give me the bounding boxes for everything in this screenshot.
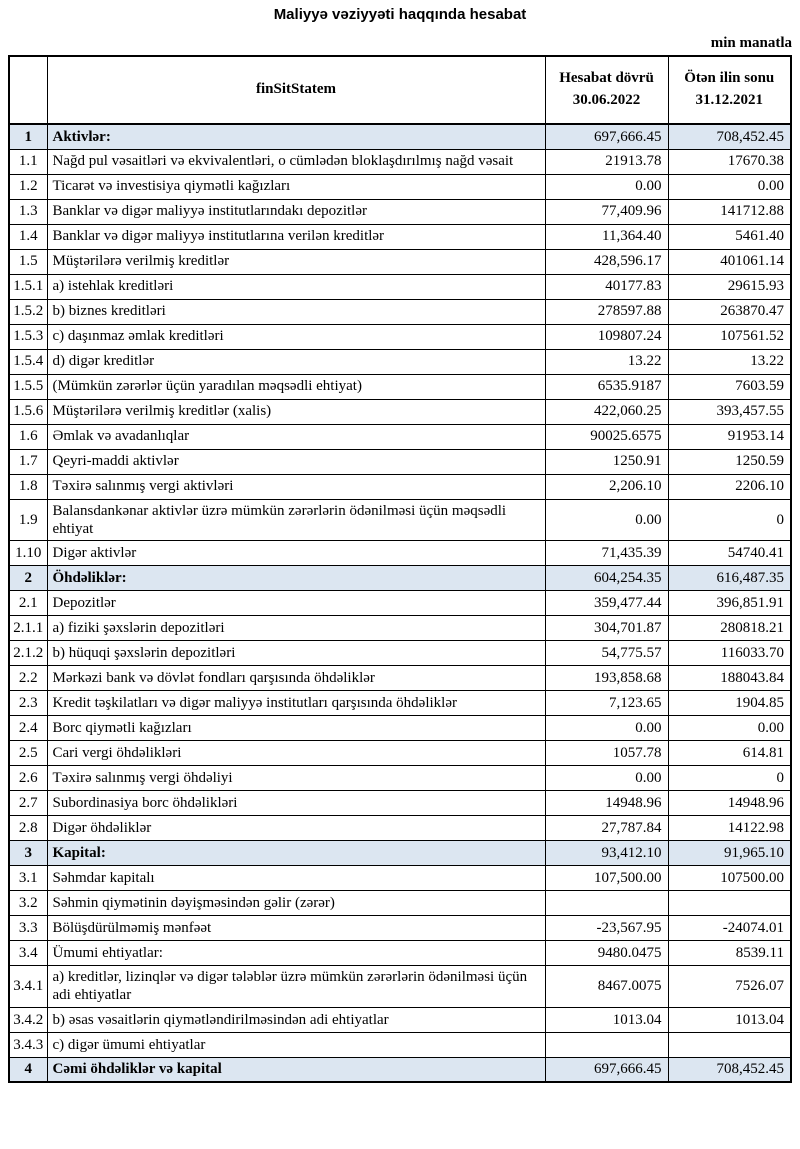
table-row	[9, 474, 791, 499]
previous-period-value-cell: 8539.11	[668, 941, 791, 966]
table-row	[9, 224, 791, 249]
current-period-value-cell: 21913.78	[545, 149, 668, 174]
row-number-cell: 1.5.4	[9, 349, 47, 374]
current-period-value-cell: 13.22	[545, 349, 668, 374]
table-row	[9, 174, 791, 199]
header-current-period	[545, 56, 668, 124]
previous-period-value-cell: 263870.47	[668, 299, 791, 324]
previous-period-value-cell: 0.00	[668, 174, 791, 199]
table-row	[9, 399, 791, 424]
table-row	[9, 891, 791, 916]
row-number-cell: 3.2	[9, 891, 47, 916]
current-period-value-cell: 0.00	[545, 716, 668, 741]
row-label-cell: Səhmdar kapitalı	[47, 866, 545, 891]
table-row	[9, 124, 791, 149]
row-number-cell: 2.1.1	[9, 616, 47, 641]
previous-period-value-cell: 5461.40	[668, 224, 791, 249]
row-number-cell: 3.3	[9, 916, 47, 941]
row-label-cell: Cəmi öhdəliklər və kapital	[47, 1057, 545, 1082]
previous-period-value-cell	[668, 1032, 791, 1057]
table-row	[9, 566, 791, 591]
row-label-cell: Banklar və digər maliyyə institutlarındakı depozitlər	[47, 199, 545, 224]
previous-period-value-cell: 0	[668, 499, 791, 541]
previous-period-value-cell: 91953.14	[668, 424, 791, 449]
row-number-cell: 4	[9, 1057, 47, 1082]
row-number-cell: 1	[9, 124, 47, 149]
table-row	[9, 1032, 791, 1057]
current-period-value-cell: -23,567.95	[545, 916, 668, 941]
row-label-cell: Səhmin qiymətinin dəyişməsindən gəlir (zərər)	[47, 891, 545, 916]
row-label-cell: Balansdankənar aktivlər üzrə mümkün zərərlərin ödənilməsi üçün məqsədli ehtiyat	[47, 499, 545, 541]
row-label-cell: Banklar və digər maliyyə institutlarına verilən kreditlər	[47, 224, 545, 249]
previous-period-value-cell: 0	[668, 766, 791, 791]
previous-period-value-cell: 396,851.91	[668, 591, 791, 616]
previous-period-value-cell: 401061.14	[668, 249, 791, 274]
current-period-value-cell: 697,666.45	[545, 124, 668, 149]
row-label-cell: b) biznes kreditləri	[47, 299, 545, 324]
current-period-value-cell: 278597.88	[545, 299, 668, 324]
current-period-value-cell: 8467.0075	[545, 966, 668, 1008]
table-row	[9, 666, 791, 691]
previous-period-value-cell: 616,487.35	[668, 566, 791, 591]
row-label-cell: Kapital:	[47, 841, 545, 866]
previous-period-value-cell: 29615.93	[668, 274, 791, 299]
row-label-cell: Öhdəliklər:	[47, 566, 545, 591]
current-period-value-cell: 428,596.17	[545, 249, 668, 274]
row-label-cell: a) fiziki şəxslərin depozitləri	[47, 616, 545, 641]
table-header	[9, 56, 791, 124]
current-period-value-cell: 109807.24	[545, 324, 668, 349]
table-row	[9, 716, 791, 741]
previous-period-value-cell: 107561.52	[668, 324, 791, 349]
current-period-value-cell: 7,123.65	[545, 691, 668, 716]
current-period-value-cell: 359,477.44	[545, 591, 668, 616]
current-period-value-cell: 1013.04	[545, 1007, 668, 1032]
row-number-cell: 3	[9, 841, 47, 866]
previous-period-value-cell: 107500.00	[668, 866, 791, 891]
row-label-cell: Cari vergi öhdəlikləri	[47, 741, 545, 766]
table-row	[9, 374, 791, 399]
row-label-cell: Təxirə salınmış vergi aktivləri	[47, 474, 545, 499]
previous-period-value-cell: 54740.41	[668, 541, 791, 566]
previous-period-value-cell: 280818.21	[668, 616, 791, 641]
header-previous-period-label: Ötən ilin sonu	[684, 70, 775, 87]
current-period-value-cell: 71,435.39	[545, 541, 668, 566]
row-number-cell: 2.1	[9, 591, 47, 616]
row-label-cell: Mərkəzi bank və dövlət fondları qarşısında öhdəliklər	[47, 666, 545, 691]
row-number-cell: 1.6	[9, 424, 47, 449]
table-row	[9, 1057, 791, 1082]
row-number-cell: 3.4.2	[9, 1007, 47, 1032]
row-number-cell: 1.5.2	[9, 299, 47, 324]
table-row	[9, 499, 791, 541]
header-description: finSitStatem	[47, 56, 545, 124]
row-label-cell: (Mümkün zərərlər üçün yaradılan məqsədli ehtiyat)	[47, 374, 545, 399]
table-row	[9, 766, 791, 791]
previous-period-value-cell: 188043.84	[668, 666, 791, 691]
table-row	[9, 349, 791, 374]
row-number-cell: 1.5.1	[9, 274, 47, 299]
row-number-cell: 1.3	[9, 199, 47, 224]
header-row	[9, 56, 791, 124]
row-number-cell: 1.4	[9, 224, 47, 249]
current-period-value-cell: 0.00	[545, 766, 668, 791]
row-number-cell: 1.5	[9, 249, 47, 274]
previous-period-value-cell: 2206.10	[668, 474, 791, 499]
previous-period-value-cell: -24074.01	[668, 916, 791, 941]
previous-period-value-cell: 1250.59	[668, 449, 791, 474]
current-period-value-cell: 604,254.35	[545, 566, 668, 591]
previous-period-value-cell: 708,452.45	[668, 1057, 791, 1082]
row-label-cell: Ticarət və investisiya qiymətli kağızları	[47, 174, 545, 199]
row-number-cell: 1.10	[9, 541, 47, 566]
row-label-cell: Ümumi ehtiyatlar:	[47, 941, 545, 966]
current-period-value-cell: 9480.0475	[545, 941, 668, 966]
current-period-value-cell: 1057.78	[545, 741, 668, 766]
table-row	[9, 966, 791, 1008]
table-row	[9, 941, 791, 966]
row-number-cell: 3.1	[9, 866, 47, 891]
table-row	[9, 916, 791, 941]
current-period-value-cell: 1250.91	[545, 449, 668, 474]
row-number-cell: 1.9	[9, 499, 47, 541]
page-title: Maliyyə vəziyyəti haqqında hesabat	[273, 6, 527, 23]
row-label-cell: a) kreditlər, lizinqlər və digər tələblər üzrə mümkün zərərlərin ödənilməsi üçün adi ehtiyatlar	[47, 966, 545, 1008]
row-number-cell: 1.8	[9, 474, 47, 499]
table-row	[9, 591, 791, 616]
current-period-value-cell: 40177.83	[545, 274, 668, 299]
row-label-cell: Müştərilərə verilmiş kreditlər	[47, 249, 545, 274]
previous-period-value-cell: 7526.07	[668, 966, 791, 1008]
current-period-value-cell: 193,858.68	[545, 666, 668, 691]
table-row	[9, 641, 791, 666]
row-label-cell: c) daşınmaz əmlak kreditləri	[47, 324, 545, 349]
row-label-cell: Digər aktivlər	[47, 541, 545, 566]
row-number-cell: 3.4	[9, 941, 47, 966]
row-number-cell: 1.5.5	[9, 374, 47, 399]
table-body	[9, 124, 791, 1082]
row-label-cell: Borc qiymətli kağızları	[47, 716, 545, 741]
previous-period-value-cell: 614.81	[668, 741, 791, 766]
previous-period-value-cell: 116033.70	[668, 641, 791, 666]
previous-period-value-cell	[668, 891, 791, 916]
row-number-cell: 2.5	[9, 741, 47, 766]
unit-note: min manatla	[710, 35, 792, 51]
current-period-value-cell: 77,409.96	[545, 199, 668, 224]
header-current-period-date: 30.06.2022	[572, 92, 641, 108]
current-period-value-cell: 90025.6575	[545, 424, 668, 449]
current-period-value-cell: 2,206.10	[545, 474, 668, 499]
row-label-cell: Nağd pul vəsaitləri və ekvivalentləri, o cümlədən bloklaşdırılmış nağd vəsait	[47, 149, 545, 174]
row-label-cell: Subordinasiya borc öhdəlikləri	[47, 791, 545, 816]
previous-period-value-cell: 141712.88	[668, 199, 791, 224]
header-current-period-label: Hesabat dövrü	[559, 70, 654, 87]
table-row	[9, 816, 791, 841]
table-row	[9, 424, 791, 449]
table-row	[9, 274, 791, 299]
row-label-cell: a) istehlak kreditləri	[47, 274, 545, 299]
current-period-value-cell	[545, 1032, 668, 1057]
current-period-value-cell: 697,666.45	[545, 1057, 668, 1082]
row-label-cell: Aktivlər:	[47, 124, 545, 149]
current-period-value-cell: 54,775.57	[545, 641, 668, 666]
row-number-cell: 1.5.3	[9, 324, 47, 349]
current-period-value-cell: 6535.9187	[545, 374, 668, 399]
row-number-cell: 1.5.6	[9, 399, 47, 424]
table-row	[9, 741, 791, 766]
header-row-number	[9, 56, 47, 124]
row-label-cell: Bölüşdürülməmiş mənfəət	[47, 916, 545, 941]
row-label-cell: d) digər kreditlər	[47, 349, 545, 374]
table-row	[9, 324, 791, 349]
row-number-cell: 3.4.1	[9, 966, 47, 1008]
current-period-value-cell: 14948.96	[545, 791, 668, 816]
row-number-cell: 2.1.2	[9, 641, 47, 666]
current-period-value-cell: 93,412.10	[545, 841, 668, 866]
row-number-cell: 2.7	[9, 791, 47, 816]
row-number-cell: 2.8	[9, 816, 47, 841]
previous-period-value-cell: 91,965.10	[668, 841, 791, 866]
previous-period-value-cell: 13.22	[668, 349, 791, 374]
table-row	[9, 841, 791, 866]
table-row	[9, 691, 791, 716]
row-label-cell: b) hüquqi şəxslərin depozitləri	[47, 641, 545, 666]
row-label-cell: b) əsas vəsaitlərin qiymətləndirilməsindən adi ehtiyatlar	[47, 1007, 545, 1032]
row-label-cell: Digər öhdəliklər	[47, 816, 545, 841]
row-number-cell: 2.4	[9, 716, 47, 741]
row-number-cell: 2.6	[9, 766, 47, 791]
row-label-cell: Əmlak və avadanlıqlar	[47, 424, 545, 449]
table-row	[9, 866, 791, 891]
table-row	[9, 449, 791, 474]
current-period-value-cell: 0.00	[545, 499, 668, 541]
current-period-value-cell: 0.00	[545, 174, 668, 199]
current-period-value-cell	[545, 891, 668, 916]
row-number-cell: 1.2	[9, 174, 47, 199]
row-label-cell: Depozitlər	[47, 591, 545, 616]
previous-period-value-cell: 0.00	[668, 716, 791, 741]
row-label-cell: Kredit təşkilatları və digər maliyyə institutları qarşısında öhdəliklər	[47, 691, 545, 716]
previous-period-value-cell: 1904.85	[668, 691, 791, 716]
row-label-cell: Təxirə salınmış vergi öhdəliyi	[47, 766, 545, 791]
row-label-cell: c) digər ümumi ehtiyatlar	[47, 1032, 545, 1057]
table-row	[9, 616, 791, 641]
current-period-value-cell: 304,701.87	[545, 616, 668, 641]
financial-statement-table	[8, 55, 792, 1083]
table-row	[9, 791, 791, 816]
current-period-value-cell: 422,060.25	[545, 399, 668, 424]
table-row	[9, 1007, 791, 1032]
table-row	[9, 149, 791, 174]
table-row	[9, 299, 791, 324]
row-number-cell: 1.1	[9, 149, 47, 174]
row-number-cell: 2	[9, 566, 47, 591]
previous-period-value-cell: 14122.98	[668, 816, 791, 841]
previous-period-value-cell: 17670.38	[668, 149, 791, 174]
row-label-cell: Qeyri-maddi aktivlər	[47, 449, 545, 474]
previous-period-value-cell: 14948.96	[668, 791, 791, 816]
current-period-value-cell: 27,787.84	[545, 816, 668, 841]
table-row	[9, 199, 791, 224]
previous-period-value-cell: 1013.04	[668, 1007, 791, 1032]
row-number-cell: 1.7	[9, 449, 47, 474]
header-previous-period	[668, 56, 791, 124]
table-row	[9, 541, 791, 566]
row-number-cell: 2.2	[9, 666, 47, 691]
row-number-cell: 3.4.3	[9, 1032, 47, 1057]
header-previous-period-date: 31.12.2021	[695, 92, 763, 108]
table-row	[9, 249, 791, 274]
previous-period-value-cell: 7603.59	[668, 374, 791, 399]
previous-period-value-cell: 708,452.45	[668, 124, 791, 149]
row-label-cell: Müştərilərə verilmiş kreditlər (xalis)	[47, 399, 545, 424]
current-period-value-cell: 11,364.40	[545, 224, 668, 249]
current-period-value-cell: 107,500.00	[545, 866, 668, 891]
row-number-cell: 2.3	[9, 691, 47, 716]
previous-period-value-cell: 393,457.55	[668, 399, 791, 424]
